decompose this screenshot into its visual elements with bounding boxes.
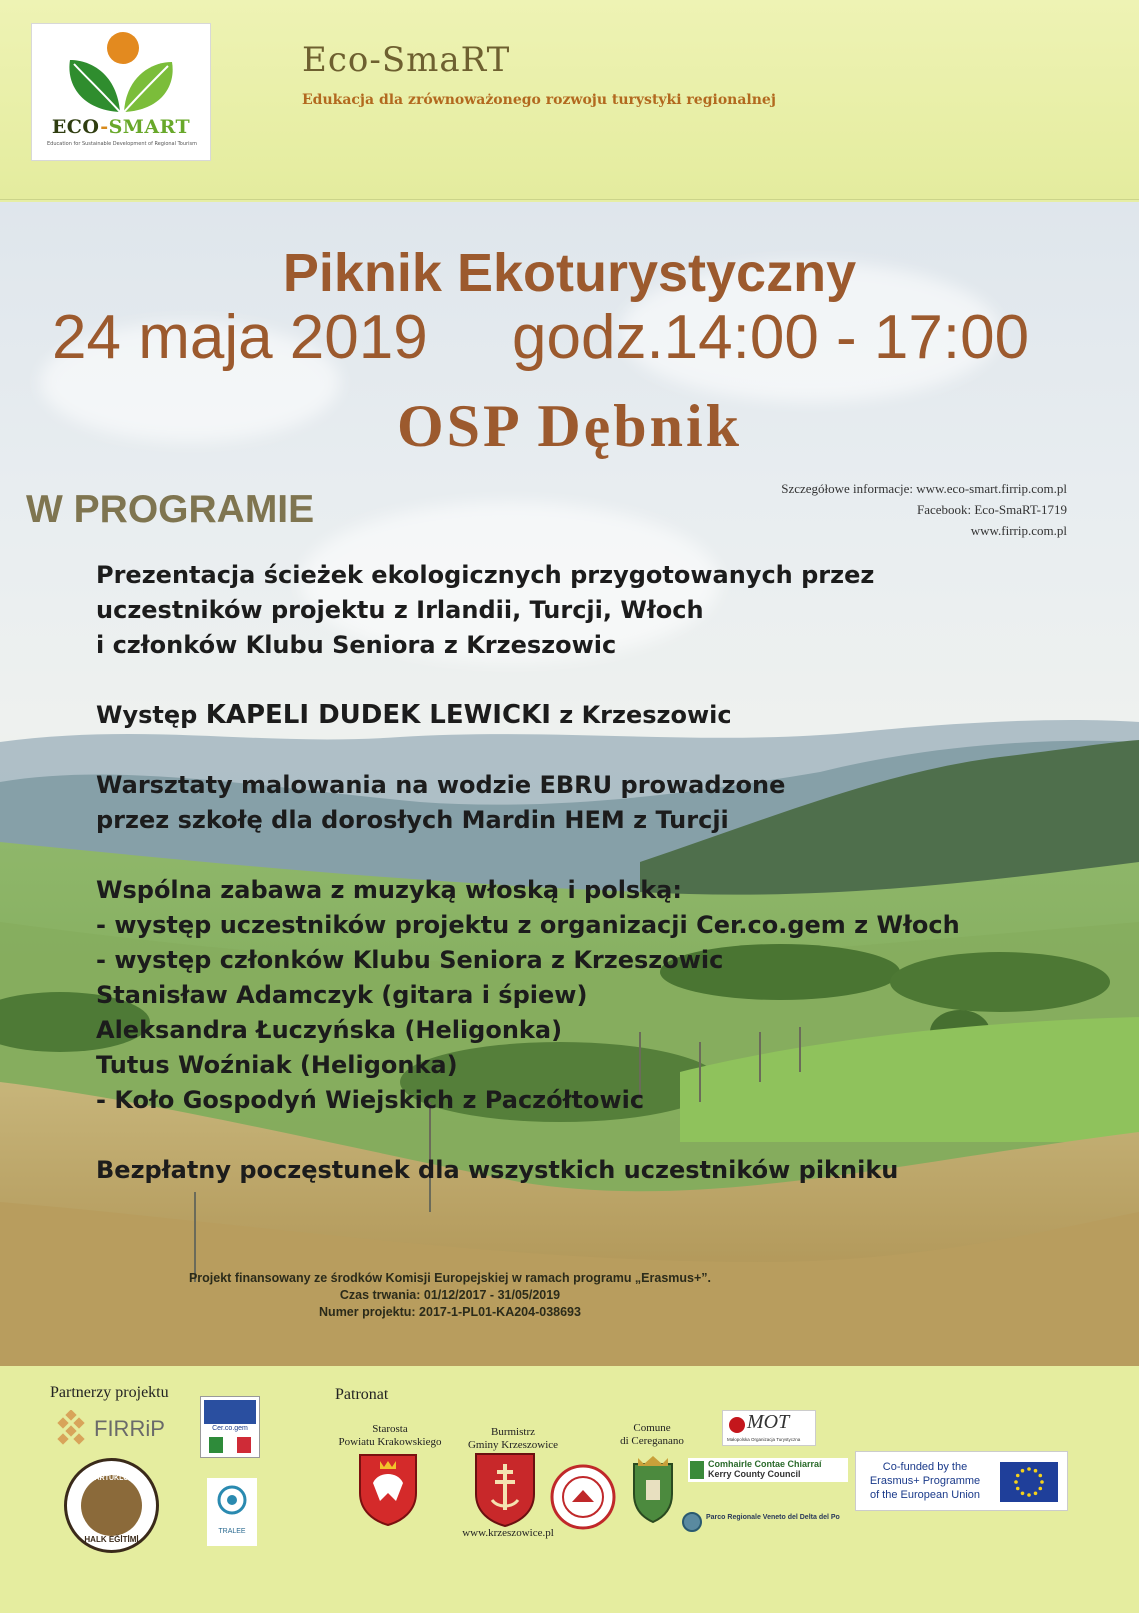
info-facebook: Facebook: Eco-SmaRT-1719 [916,502,1067,517]
parco-emblem-icon [682,1512,702,1532]
tralee-label: TRALEE [218,1528,246,1535]
funding-project-number: Numer projektu: 2017-1-PL01-KA204-038693 [319,1305,581,1319]
firrip-logo [52,1410,165,1448]
program-heading: W PROGRAMIE [26,488,315,531]
event-date: 24 maja 2019 [52,303,428,372]
mot-label: MOT [747,1411,790,1433]
event-title: Piknik Ekoturystyczny [282,243,857,303]
patronat-label: Patronat [335,1386,389,1403]
landscape-photo-area [0,202,1139,1366]
program-text-line: Prezentacja ścieżek ekologicznych przygotowanych przez [96,561,875,589]
program-text-line: - występ uczestników projektu z organizacji Cer.co.gem z Włoch [96,911,960,939]
event-place: OSP Dębnik [396,393,743,459]
italy-flag-icon [209,1437,251,1453]
burmistrz-line-1: Burmistrz [491,1426,535,1438]
program-item-band [96,698,1096,733]
tralee-logo [207,1478,257,1546]
krakow-county-coat-of-arms-icon [358,1453,418,1527]
burmistrz-line-2: Gminy Krzeszowice [467,1439,559,1451]
kerry-county-logo [688,1458,848,1482]
cereganano-coat-of-arms-icon [628,1454,678,1524]
program-text-line: i członków Klubu Seniora z Krzeszowic [96,631,617,659]
program-text-line: Tutus Woźniak (Heligonka) [96,1051,458,1079]
program-item-ebru-workshop [96,768,1096,838]
program-text-line: przez szkołę dla dorosłych Mardin HEM z Turcji [96,806,729,834]
header-band [0,0,1139,200]
program-item-music [96,873,1096,1118]
parco-label: Parco Regionale Veneto del Delta del Po [706,1514,840,1521]
program-text-line: Warsztaty malowania na wodzie EBRU prowadzone [96,771,786,799]
starosta-line-2: Powiatu Krakowskiego [338,1436,442,1448]
info-website: Szczegółowe informacje: www.eco-smart.firrip.com.pl [781,481,1067,496]
comune-caption [612,1422,692,1448]
program-item-presentation [96,558,1096,663]
cercogem-label: Cer.co.gem [212,1425,248,1432]
program-text-line: uczestników projektu z Irlandii, Turcji, Włoch [96,596,704,624]
event-date-time [52,302,1092,373]
logo-wordmark: ECO-SMART [51,116,191,138]
kerry-crest-icon [690,1461,704,1479]
eu-flag-icon [1000,1462,1058,1502]
program-text-line: - występ członków Klubu Seniora z Krzeszowic [96,946,724,974]
funding-duration: Czas trwania: 01/12/2017 - 31/05/2019 [339,1288,561,1302]
partners-label: Partnerzy projektu [50,1384,169,1401]
eu-erasmus-logo [855,1451,1068,1511]
halk-egitimi-logo [64,1458,159,1553]
funding-program: Projekt finansowany ze środków Komisji Europejskiej w ramach programu „Erasmus+”. [188,1271,712,1285]
eu-cofunded-text [864,1460,986,1502]
milli-egitim-seal-icon [550,1464,616,1530]
info-block [781,478,1067,541]
program-item-refreshments [96,1153,1096,1188]
eu-line-2: Erasmus+ Programme [869,1475,981,1487]
eu-line-3: of the European Union [869,1489,981,1501]
band-suffix: z Krzeszowic [550,701,732,729]
firrip-label: FIRRiP [94,1416,165,1441]
comune-line-2: di Cereganano [620,1435,684,1447]
building-icon [81,1475,142,1536]
program-list [96,558,1096,1223]
diamond-pattern-icon [52,1410,90,1448]
brand-tagline: Edukacja dla zrównoważonego rozwoju turystyki regionalnej [302,92,776,108]
parco-delta-po-logo [682,1510,852,1534]
mot-dot-icon [729,1417,745,1433]
band-name: KAPELI DUDEK LEWICKI [205,700,551,730]
band-prefix: Występ [96,701,206,729]
krzeszowice-url: www.krzeszowice.pl [462,1527,554,1539]
info-firrip-website: www.firrip.com.pl [970,523,1067,538]
comune-line-1: Comune [633,1422,671,1434]
starosta-line-1: Starosta [372,1423,408,1435]
artuklu-label: ARTUKLU [94,1475,129,1482]
burmistrz-caption [458,1426,568,1452]
eu-line-1: Co-funded by the [882,1461,968,1473]
program-text-line [96,698,1096,733]
footer-logos [0,1366,1139,1613]
starosta-caption [330,1423,450,1449]
program-text-line: Aleksandra Łuczyńska (Heligonka) [96,1016,563,1044]
halk-label: HALK EĞİTİMİ [84,1535,139,1544]
logo-subtitle: Education for Sustainable Development of Regional Tourism [47,141,197,147]
eu-stars-icon [204,1400,256,1424]
tralee-emblem-icon [207,1482,257,1522]
funding-note [0,1270,900,1321]
kerry-line-1: Comhairle Contae Chiarraí [708,1459,822,1469]
eco-smart-logo [31,23,211,161]
kerry-line-2: Kerry County Council [708,1469,801,1479]
krzeszowice-coat-of-arms-icon [474,1452,536,1528]
event-time: godz.14:00 - 17:00 [512,303,1030,372]
mot-logo [722,1410,816,1446]
program-text-line: Wspólna zabawa z muzyką włoską i polską: [96,876,682,904]
cercogem-logo [200,1396,260,1458]
program-text-line: - Koło Gospodyń Wiejskich z Paczółtowic [96,1086,645,1114]
program-text-line: Stanisław Adamczyk (gitara i śpiew) [96,981,588,1009]
mot-subtitle: Małopolska Organizacja Turystyczna [727,1437,801,1442]
program-text-line: Bezpłatny poczęstunek dla wszystkich uczestników pikniku [96,1156,899,1184]
leaf-sun-icon [62,30,182,116]
brand-name: Eco-SmaRT [302,40,511,80]
